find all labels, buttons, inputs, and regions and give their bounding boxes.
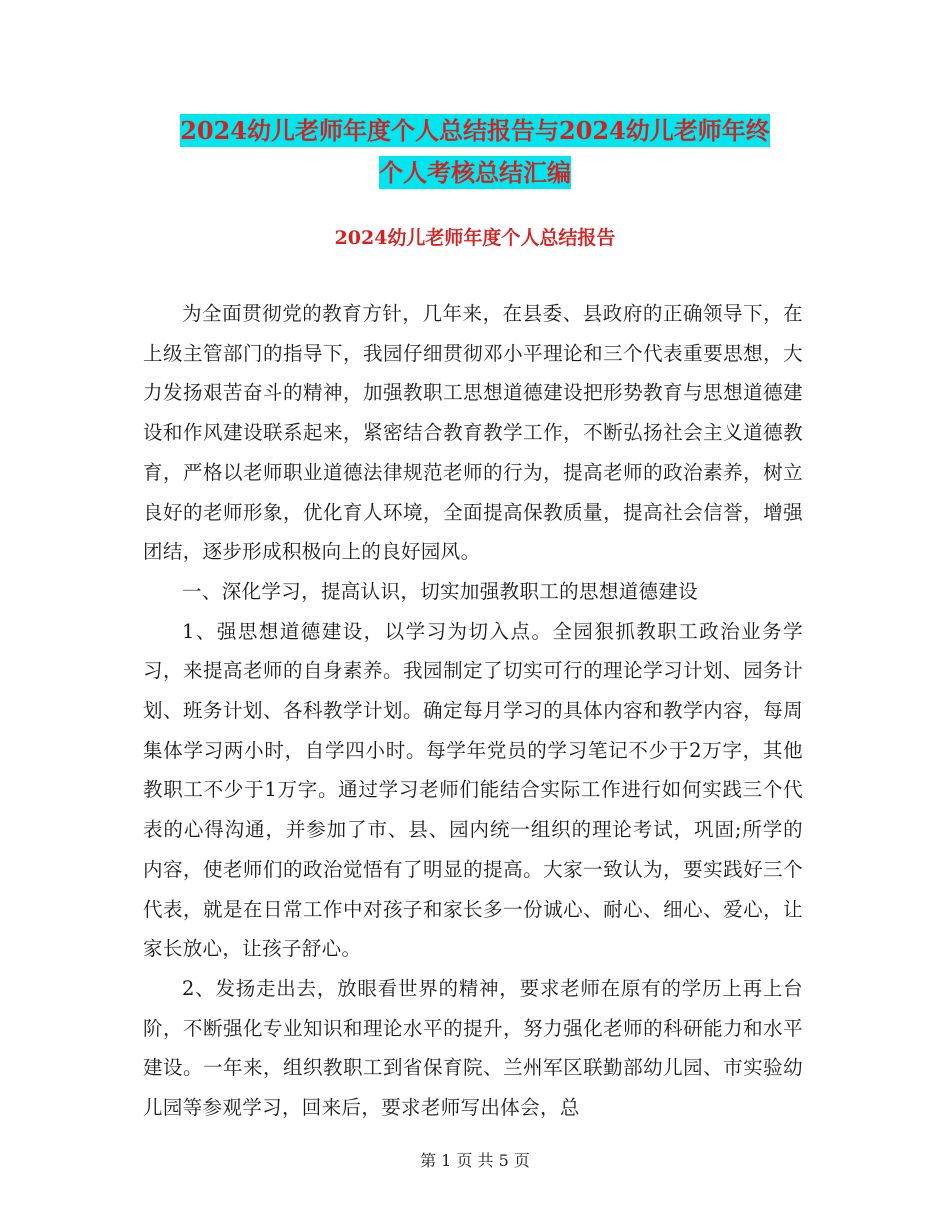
paragraph-heading-1: 一、深化学习，提高认识，切实加强教职工的思想道德建设	[182, 579, 699, 603]
paragraph-intro: 为全面贯彻党的教育方针，几年来，在县委、县政府的正确领导下，在上级主管部门的指导下，我园仔细贯彻邓小平理论和三个代表重要思想，大力发扬艰苦奋斗的精神，加强教职工思想道德建设把形势教育与思想道德建设和作风建设联系起来，紧密结合教育教学工作，不断弘扬社会主义道德教育，严格以老师职业道德法律规范老师的行为，提高老师的政治素养，树立良好的老师形象，优化育人环境，全面提高保教质量，提高社会信誉，增强团结，逐步形成积极向上的良好园风。	[143, 302, 803, 564]
paragraph-item-2: 2、发扬走出去，放眼看世界的精神，要求老师在原有的学历上再上台阶，不断强化专业知识和理论水平的提升，努力强化老师的科研能力和水平建设。一年来，组织教职工到省保育院、兰州军区联勤部幼儿园、市实验幼儿园等参观学习，回来后，要求老师写出体会，总	[143, 976, 803, 1120]
document-body	[143, 294, 803, 1128]
main-title-line-2: 个人考核总结汇编	[379, 158, 571, 187]
page-footer: 第 1 页 共 5 页	[420, 1151, 530, 1170]
document-main-title	[0, 110, 950, 194]
section-title: 2024幼儿老师年度个人总结报告	[334, 227, 616, 249]
paragraph-item-1: 1、强思想道德建设，以学习为切入点。全园狠抓教职工政治业务学习，来提高老师的自身素养。我园制定了切实可行的理论学习计划、园务计划、班务计划、各科教学计划。确定每月学习的具体内容和教学内容，每周集体学习两小时，自学四小时。每学年党员的学习笔记不少于2万字，其他教职工不少于1万字。通过学习老师们能结合实际工作进行如何实践三个代表的心得沟通，并参加了市、县、园内统一组织的理论考试，巩固;所学的内容，使老师们的政治觉悟有了明显的提高。大家一致认为，要实践好三个代表，就是在日常工作中对孩子和家长多一份诚心、耐心、细心、爱心，让家长放心，让孩子舒心。	[143, 619, 803, 961]
main-title-line-1: 2024幼儿老师年度个人总结报告与2024幼儿老师年终	[180, 116, 770, 145]
